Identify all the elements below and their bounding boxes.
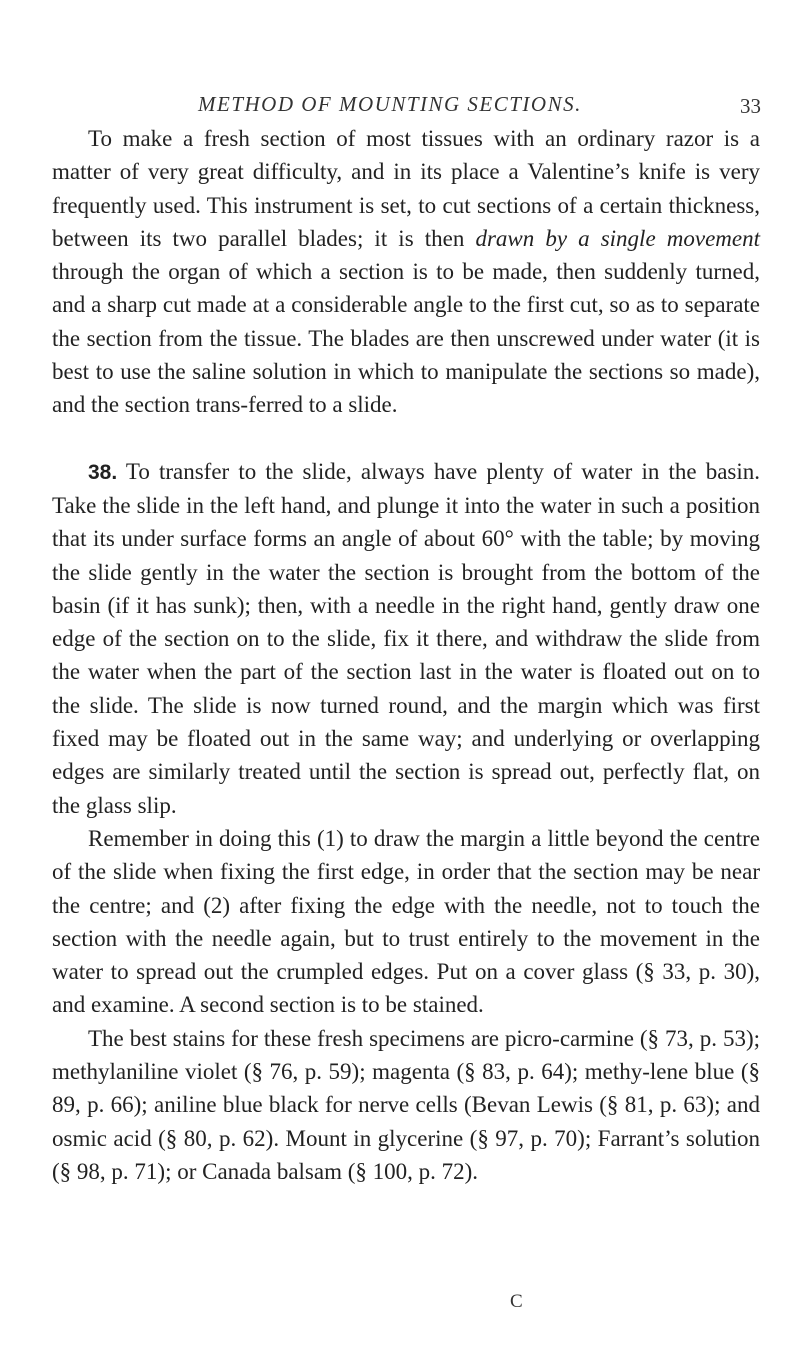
paragraph-text: To transfer to the slide, always have plenty of water in the basin. Take the slide in the left hand, and plunge it into the water in such a position that its under surface forms an angle of about 60° with the table; by moving the slide gently in the water the section is brought from the bottom of the basin (if it has sunk); then, with a needle in the right hand, gently draw one edge of the section on to the slide, fix it there, and withdraw the slide from the water when the part of the section last in the water is floated out on to the slide. The slide is now turned round, and the margin which was first fixed may be floated out in the same way; and underlying or overlapping edges are similarly treated until the section is spread out, perfectly flat, on the glass slip. — [52, 458, 760, 818]
paragraph-text: through the organ of which a section is to be made, then suddenly turned, and a sharp cut made at a considerable angle to the first cut, so as to separate the section from the tissue. The blades are then unscrewed under water (it is best to use the saline solution in which to manipulate the sections so made), and the section trans-ferred to a slide. — [52, 259, 760, 418]
paragraph-section-38 — [52, 455, 760, 822]
body-text — [52, 122, 760, 1188]
paragraph-remember: Remember in doing this (1) to draw the margin a little beyond the centre of the slide when fixing the first edge, in order that the section may be near the centre; and (2) after fixing the edge with the needle, not to touch the section with the needle again, but to trust entirely to the movement in the water to spread out the crumpled edges. Put on a cover glass (§ 33, p. 30), and examine. A second section is to be stained. — [52, 825, 760, 1018]
paragraph-stains: The best stains for these fresh specimens are picro-carmine (§ 73, p. 53); methylaniline violet (§ 76, p. 59); magenta (§ 83, p. 64); methy-lene blue (§ 89, p. 66); aniline blue black for nerve cells (Bevan Lewis (§ 81, p. 63); and osmic acid (§ 80, p. 62). Mount in glycerine (§ 97, p. 70); Farrant’s solution (§ 98, p. 71); or Canada balsam (§ 100, p. 72). — [52, 1025, 760, 1184]
emphasis-text: drawn by a single movement — [475, 225, 760, 251]
paragraph-valentine-knife — [52, 122, 760, 422]
paragraph-text: To make a fresh section of most tissues with an ordinary razor is a matter of very great difficulty, and in its place a Valentine’s knife is very frequently used. This instrument is set, to cut sections of a certain thickness, between its two parallel blades; it is then — [52, 126, 760, 251]
page-number: 33 — [740, 94, 761, 118]
signature-mark: C — [510, 1291, 523, 1312]
running-header: METHOD OF MOUNTING SECTIONS. — [198, 92, 582, 116]
section-number: 38. — [88, 460, 118, 484]
